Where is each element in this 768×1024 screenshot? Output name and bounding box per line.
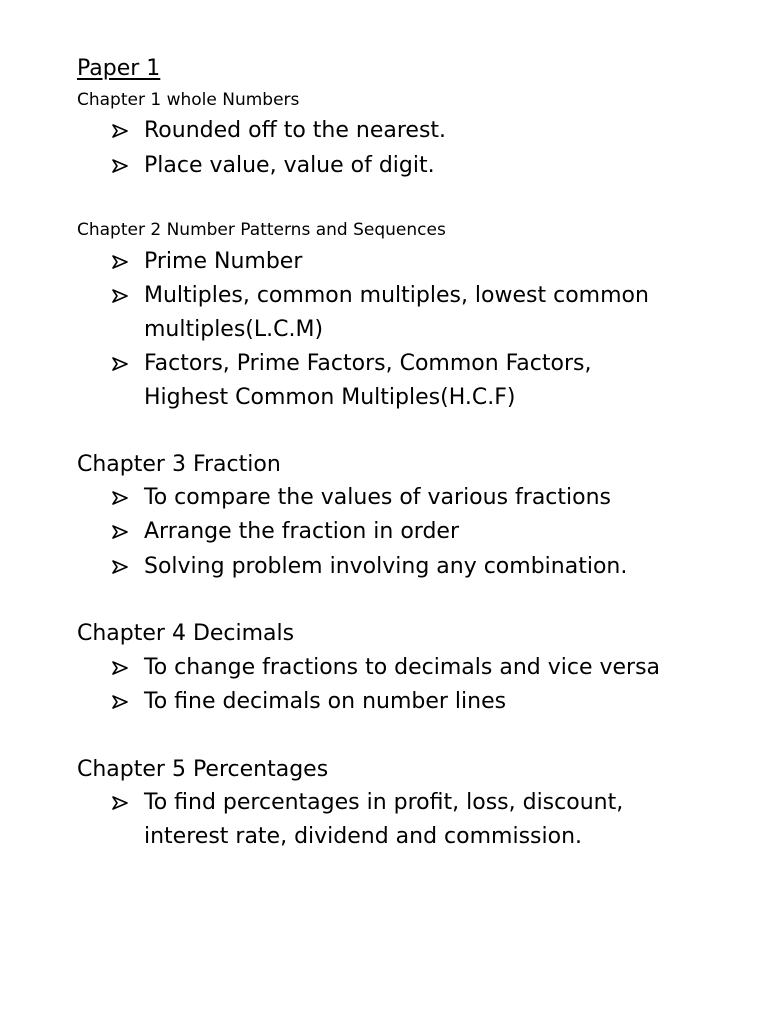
chapter-5-heading: Chapter 5 Percentages xyxy=(77,757,329,782)
paper-title: Paper 1 xyxy=(77,56,161,81)
arrow-bullet-icon xyxy=(110,481,134,515)
list-item-text: Factors, Prime Factors, Common Factors, Highest Common Multiples(H.C.F) xyxy=(144,351,592,410)
list-item-text: To find percentages in profit, loss, discount, interest rate, dividend and commission. xyxy=(144,790,624,849)
chapter-4-heading: Chapter 4 Decimals xyxy=(77,621,295,646)
chapter-3-heading: Chapter 3 Fraction xyxy=(77,452,281,477)
chapter-2-heading: Chapter 2 Number Patterns and Sequences xyxy=(77,220,446,240)
arrow-bullet-icon xyxy=(110,651,134,685)
list-item-text: Arrange the fraction in order xyxy=(144,519,459,544)
chapter-1-heading: Chapter 1 whole Numbers xyxy=(77,90,300,110)
arrow-bullet-icon xyxy=(110,550,134,584)
arrow-bullet-icon xyxy=(110,245,134,279)
arrow-bullet-icon xyxy=(110,114,134,148)
arrow-bullet-icon xyxy=(110,279,134,313)
list-item-text: Prime Number xyxy=(144,249,303,274)
list-item-text: To change fractions to decimals and vice versa xyxy=(144,655,661,680)
arrow-bullet-icon xyxy=(110,685,134,719)
arrow-bullet-icon xyxy=(110,347,134,381)
arrow-bullet-icon xyxy=(110,149,134,183)
list-item-text: To compare the values of various fractions xyxy=(144,485,612,510)
arrow-bullet-icon xyxy=(110,786,134,820)
list-item-text: To fine decimals on number lines xyxy=(144,689,507,714)
list-item-text: Place value, value of digit. xyxy=(144,153,435,178)
list-item-text: Multiples, common multiples, lowest common multiples(L.C.M) xyxy=(144,283,649,342)
arrow-bullet-icon xyxy=(110,515,134,549)
list-item-text: Rounded off to the nearest. xyxy=(144,118,447,143)
list-item-text: Solving problem involving any combination. xyxy=(144,554,628,579)
